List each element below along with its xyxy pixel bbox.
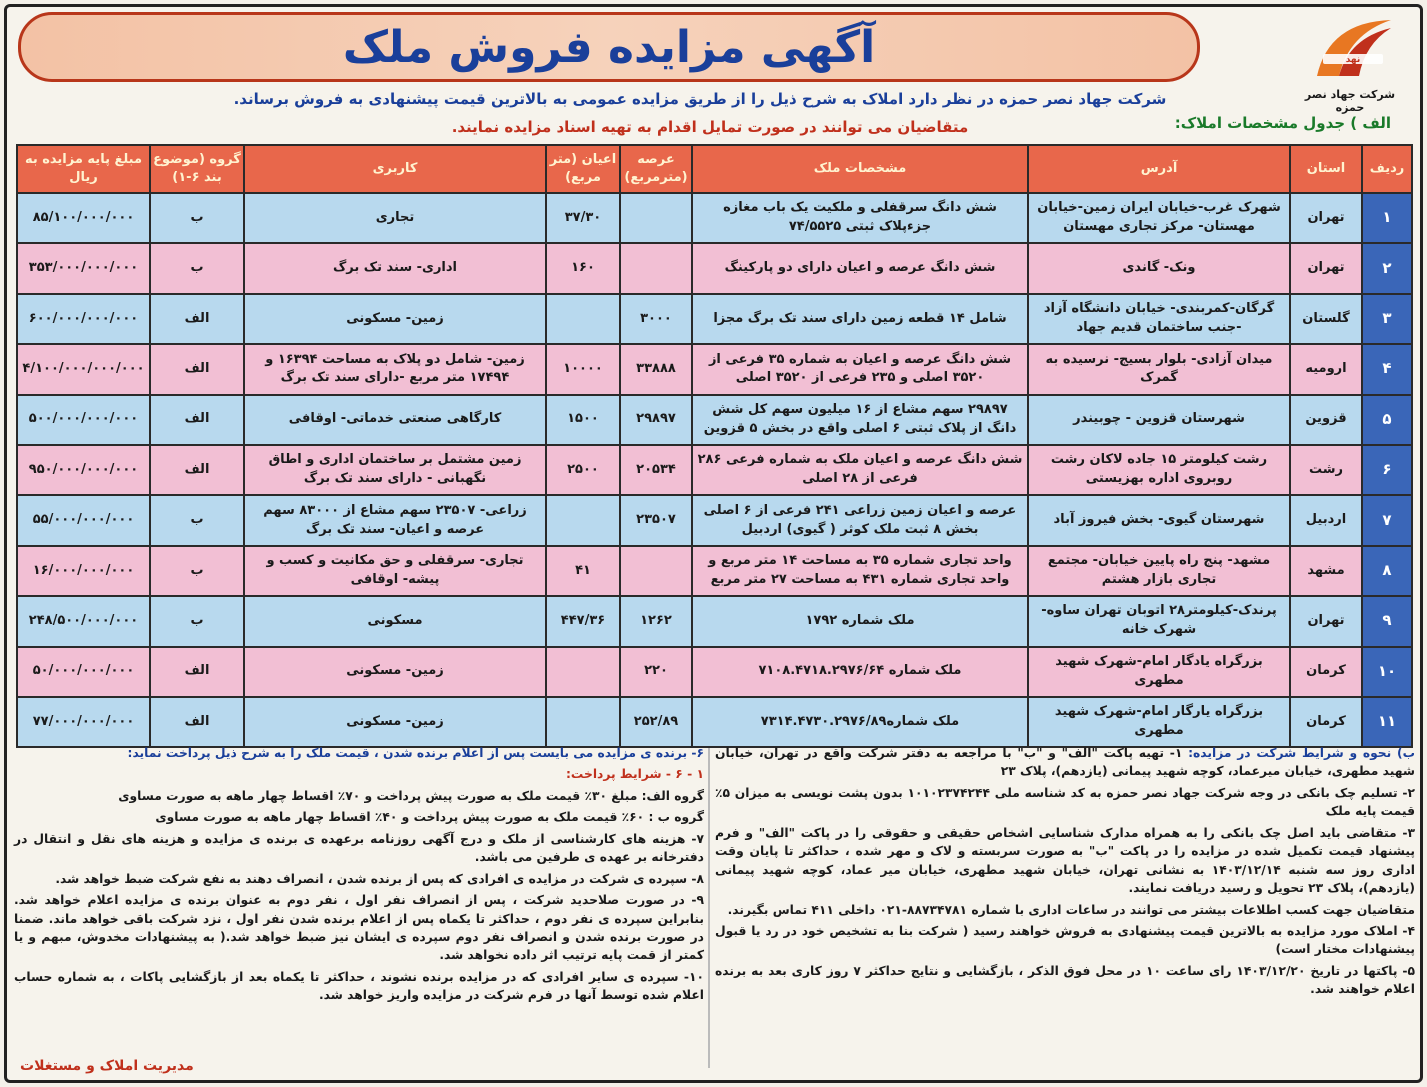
- table-row: [17, 445, 1412, 495]
- building-cell: [546, 294, 620, 344]
- condition-3: ۳- متقاضی باید اصل چک بانکی را به همراه مدارک شناسایی اشخاص حقیقی و حقوقی را در پاکت "الف" و فرم پیشنهاد قیمت تکمیل شده در مزایده را در پاکت "ب" به صورت سربسته و لاک و مهر شده ، حداکثر تا پایان وقت اداری روز سه شنبه ۱۴۰۳/۱۲/۱۴ به نشانی تهران، خیابان شهید مطهری، خیابان میر عماد، کوچه شهید پیمانی (یازدهم)، پلاک ۲۳ تحویل و رسید دریافت نمایند.: [715, 825, 1415, 896]
- province-cell: کرمان: [1290, 697, 1362, 747]
- table-header-row: [17, 145, 1412, 193]
- building-cell: ۲۵۰۰: [546, 445, 620, 495]
- building-cell: [546, 647, 620, 697]
- condition-9: ۹- در صورت صلاحدید شرکت ، پس از انصراف نفر اول ، نفر دوم به عنوان برنده ی مزایده اعلام خواهد شد. بنابراین سپرده ی نفر دوم ، حداکثر تا یکماه پس از اعلام برنده شدن نفر اول ، نزد شرکت باقی خواهد ماند. ضمنا در صورت برنده شدن و انصراف نفر دوم سپرده ی ایشان نیز ضبط خواهد شد.( به پیشنهادات مخدوش، مبهم و یا کمتر از قمت پایه ترتیب اثر داده نخواهد شد.: [14, 893, 704, 963]
- building-cell: ۱۰۰۰۰: [546, 344, 620, 394]
- specs-cell: شش دانگ عرصه و اعیان به شماره ۳۵ فرعی از ۳۵۲۰ اصلی و ۲۳۵ فرعی از ۳۵۲۰ اصلی: [692, 344, 1028, 394]
- land-cell: [620, 243, 692, 293]
- price-cell: ۹۵۰/۰۰۰/۰۰۰/۰۰۰: [17, 445, 150, 495]
- building-cell: [546, 697, 620, 747]
- condition-3b: متقاضیان جهت کسب اطلاعات بیشتر می توانند در ساعات اداری با شماره ۸۸۷۳۴۷۸۱-۰۲۱ داخلی ۴۱۱ تماس بگیرند.: [727, 902, 1415, 917]
- condition-4: ۴- املاک مورد مزایده به بالاترین قیمت پیشنهادی به فروش خواهند رسید ( شرکت بنا به تشخیص خود در رد یا قبول پیشنهادات مختار است): [715, 923, 1415, 957]
- group-cell: ب: [150, 596, 244, 646]
- table-row: [17, 243, 1412, 293]
- specs-cell: شش دانگ سرقفلی و ملکیت یک باب مغازه جزءپلاک ثبتی ۷۴/۵۵۲۵: [692, 193, 1028, 243]
- usage-cell: زمین- شامل دو پلاک به مساحت ۱۶۳۹۴ و ۱۷۴۹۴ متر مربع -دارای سند تک برگ: [244, 344, 546, 394]
- price-cell: ۷۷/۰۰۰/۰۰۰/۰۰۰: [17, 697, 150, 747]
- address-cell: مشهد- پنج راه پایین خیابان- مجتمع تجاری بازار هشتم: [1028, 546, 1290, 596]
- row-number: ۹: [1362, 596, 1412, 646]
- row-number: ۲: [1362, 243, 1412, 293]
- land-cell: [620, 193, 692, 243]
- land-cell: ۲۲۰: [620, 647, 692, 697]
- specs-cell: ملک شماره ۱۷۹۲: [692, 596, 1028, 646]
- price-cell: ۲۴۸/۵۰۰/۰۰۰/۰۰۰: [17, 596, 150, 646]
- header-province: استان: [1290, 145, 1362, 193]
- group-cell: ب: [150, 546, 244, 596]
- group-cell: ب: [150, 193, 244, 243]
- usage-cell: مسکونی: [244, 596, 546, 646]
- svg-text:نهد: نهد: [1345, 55, 1361, 65]
- conditions-left: [14, 744, 704, 1008]
- specs-cell: شامل ۱۴ قطعه زمین دارای سند تک برگ مجزا: [692, 294, 1028, 344]
- header-specs: مشخصات ملک: [692, 145, 1028, 193]
- specs-cell: ۲۹۸۹۷ سهم مشاع از ۱۶ میلیون سهم کل شش دانگ از پلاک ثبتی ۶ اصلی واقع در بخش ۵ قزوین: [692, 395, 1028, 445]
- header-address: آدرس: [1028, 145, 1290, 193]
- condition-6-1: ۱ - ۶ - شرایط پرداخت:: [566, 767, 704, 782]
- address-cell: گرگان-کمربندی- خیابان دانشگاه آزاد -جنب ساختمان قدیم جهاد: [1028, 294, 1290, 344]
- title-banner: [18, 12, 1200, 82]
- specs-cell: واحد تجاری شماره ۳۵ به مساحت ۱۴ متر مربع و واحد تجاری شماره ۴۳۱ به مساحت ۲۷ متر مربع: [692, 546, 1028, 596]
- specs-cell: ملک شماره ۷۱۰۸.۴۷۱۸.۲۹۷۶/۶۴: [692, 647, 1028, 697]
- usage-cell: زراعی- ۲۳۵۰۷ سهم مشاع از ۸۳۰۰۰ سهم عرصه و اعیان- سند تک برگ: [244, 495, 546, 545]
- usage-cell: تجاری: [244, 193, 546, 243]
- price-cell: ۱۶/۰۰۰/۰۰۰/۰۰۰: [17, 546, 150, 596]
- table-row: [17, 344, 1412, 394]
- group-cell: ب: [150, 243, 244, 293]
- intro-line-2: متقاضیان می توانند در صورت تمایل اقدام به تهیه اسناد مزایده نمایند.: [451, 118, 969, 136]
- address-cell: پرندک-کیلومتر۲۸ اتوبان تهران ساوه- شهرک خانه: [1028, 596, 1290, 646]
- group-cell: الف: [150, 445, 244, 495]
- row-number: ۱۰: [1362, 647, 1412, 697]
- province-cell: مشهد: [1290, 546, 1362, 596]
- condition-7: ۷- هزینه های کارشناسی از ملک و درج آگهی روزنامه برعهده ی برنده ی مزایده و هزینه های نقل و انتقال در دفترخانه بر عهده ی طرفین می باشد.: [14, 831, 704, 865]
- payment-group-b: گروه ب : ۶۰٪ قیمت ملک به صورت پیش پرداخت و ۴۰٪ اقساط چهار ماهه به صورت مساوی: [155, 810, 704, 825]
- usage-cell: اداری- سند تک برگ: [244, 243, 546, 293]
- land-cell: ۲۳۵۰۷: [620, 495, 692, 545]
- column-divider: [708, 748, 710, 1068]
- land-cell: ۲۹۸۹۷: [620, 395, 692, 445]
- table-row: [17, 647, 1412, 697]
- condition-5: ۵- پاکتها در تاریخ ۱۴۰۳/۱۲/۲۰ رای ساعت ۱۰ در محل فوق الذکر ، بازگشایی و نتایج حداکثر ۷ روز کاری بعد به برنده اعلام خواهند شد.: [715, 963, 1416, 997]
- conditions-heading: ب) نحوه و شرایط شرکت در مزایده:: [1188, 746, 1415, 760]
- group-cell: ب: [150, 495, 244, 545]
- province-cell: تهران: [1290, 596, 1362, 646]
- condition-8: ۸- سپرده ی شرکت در مزایده ی افرادی که پس از برنده شدن ، انصراف دهند به نفع شرکت ضبط خواهد شد.: [55, 871, 704, 886]
- table-row: [17, 596, 1412, 646]
- address-cell: ونک- گاندی: [1028, 243, 1290, 293]
- condition-2: ۲- تسلیم چک بانکی در وجه شرکت جهاد نصر حمزه به کد شناسه ملی ۱۰۱۰۲۳۷۴۲۴۴ بدون پشت نویسی به میزان ۵٪ قیمت پایه ملک: [715, 785, 1415, 819]
- group-cell: الف: [150, 294, 244, 344]
- province-cell: اردبیل: [1290, 495, 1362, 545]
- building-cell: ۴۱: [546, 546, 620, 596]
- row-number: ۱۱: [1362, 697, 1412, 747]
- company-caption: شرکت جهاد نصر حمزه: [1304, 88, 1396, 114]
- header-group: گروه (موضوع بند ۶-۱): [150, 145, 244, 193]
- property-table: [16, 144, 1413, 748]
- land-cell: ۲۵۲/۸۹: [620, 697, 692, 747]
- address-cell: بزرگراه یارگار امام-شهرک شهید مطهری: [1028, 697, 1290, 747]
- row-number: ۳: [1362, 294, 1412, 344]
- intro-line: شرکت جهاد نصر حمزه در نظر دارد املاک به شرح ذیل را از طریق مزایده عمومی به بالاترین قیمت پیشنهادی به فروش برساند.: [233, 90, 1167, 108]
- price-cell: ۴/۱۰۰/۰۰۰/۰۰۰/۰۰۰: [17, 344, 150, 394]
- specs-cell: شش دانگ عرصه و اعیان دارای دو پارکینگ: [692, 243, 1028, 293]
- usage-cell: کارگاهی صنعتی خدماتی- اوقافی: [244, 395, 546, 445]
- header-row-number: ردیف: [1362, 145, 1412, 193]
- row-number: ۵: [1362, 395, 1412, 445]
- header-building: اعیان (متر مربع): [546, 145, 620, 193]
- payment-group-a: گروه الف: مبلغ ۳۰٪ قیمت ملک به صورت پیش پرداخت و ۷۰٪ اقساط چهار ماهه به صورت مساوی: [118, 788, 704, 803]
- group-cell: الف: [150, 647, 244, 697]
- land-cell: ۲۰۵۳۴: [620, 445, 692, 495]
- building-cell: [546, 495, 620, 545]
- table-row: [17, 495, 1412, 545]
- row-number: ۷: [1362, 495, 1412, 545]
- group-cell: الف: [150, 395, 244, 445]
- land-cell: ۳۰۰۰: [620, 294, 692, 344]
- table-row: [17, 193, 1412, 243]
- address-cell: بزرگراه یادگار امام-شهرک شهید مطهری: [1028, 647, 1290, 697]
- table-row: [17, 294, 1412, 344]
- row-number: ۱: [1362, 193, 1412, 243]
- province-cell: قزوین: [1290, 395, 1362, 445]
- land-cell: ۱۲۶۲: [620, 596, 692, 646]
- page-title: آگهی مزایده فروش ملک: [342, 21, 876, 73]
- row-number: ۴: [1362, 344, 1412, 394]
- signature-text: مدیریت املاک و مستغلات: [20, 1058, 194, 1074]
- specs-cell: عرصه و اعیان زمین زراعی ۲۴۱ فرعی از ۶ اصلی بخش ۸ ثبت ملک کوثر ( گیوی) اردبیل: [692, 495, 1028, 545]
- land-cell: [620, 546, 692, 596]
- province-cell: گلستان: [1290, 294, 1362, 344]
- condition-6: ۶- برنده ی مزایده می بایست پس از اعلام برنده شدن ، قیمت ملک را به شرح ذیل پرداخت نماید:: [127, 746, 704, 760]
- section-a-heading: الف ) جدول مشخصات املاک:: [1174, 114, 1391, 132]
- usage-cell: زمین مشتمل بر ساختمان اداری و اطاق نگهبانی - دارای سند تک برگ: [244, 445, 546, 495]
- province-cell: تهران: [1290, 193, 1362, 243]
- row-number: ۶: [1362, 445, 1412, 495]
- building-cell: ۱۶۰: [546, 243, 620, 293]
- table-row: [17, 395, 1412, 445]
- building-cell: ۱۵۰۰: [546, 395, 620, 445]
- address-cell: میدان آزادی- بلوار بسیج- نرسیده به گمرک: [1028, 344, 1290, 394]
- building-cell: ۴۴۷/۳۶: [546, 596, 620, 646]
- table-row: [17, 697, 1412, 747]
- company-logo-icon: [1309, 14, 1399, 86]
- specs-cell: ملک شماره۷۳۱۴.۴۷۳۰.۲۹۷۶/۸۹: [692, 697, 1028, 747]
- condition-10: ۱۰- سپرده ی سایر افرادی که در مزایده برنده نشوند ، حداکثر تا یکماه بعد از بازگشایی پاکات ، به شماره حساب اعلام شده توسط آنها در فرم شرکت در مزایده واریز خواهد شد.: [14, 969, 704, 1003]
- address-cell: شهرک غرب-خیابان ایران زمین-خیابان مهستان- مرکز تجاری مهستان: [1028, 193, 1290, 243]
- condition-1: ۱- تهیه پاکت "الف" و "ب" با مراجعه به دفتر شرکت واقع در تهران، خیابان شهید مطهری، خیابان میرعماد، کوچه شهید پیمانی (یازدهم)، پلاک ۲۳: [715, 746, 1415, 779]
- address-cell: رشت کیلومتر ۱۵ جاده لاکان رشت روبروی اداره بهزیستی: [1028, 445, 1290, 495]
- header-usage: کاربری: [244, 145, 546, 193]
- row-number: ۸: [1362, 546, 1412, 596]
- address-cell: شهرستان قزوین - چوبیندر: [1028, 395, 1290, 445]
- usage-cell: زمین- مسکونی: [244, 697, 546, 747]
- province-cell: ارومیه: [1290, 344, 1362, 394]
- header-land: عرصه (مترمربع): [620, 145, 692, 193]
- land-cell: ۳۳۸۸۸: [620, 344, 692, 394]
- group-cell: الف: [150, 344, 244, 394]
- province-cell: تهران: [1290, 243, 1362, 293]
- price-cell: ۵۵/۰۰۰/۰۰۰/۰۰۰: [17, 495, 150, 545]
- price-cell: ۳۵۳/۰۰۰/۰۰۰/۰۰۰: [17, 243, 150, 293]
- price-cell: ۶۰۰/۰۰۰/۰۰۰/۰۰۰: [17, 294, 150, 344]
- building-cell: ۳۷/۳۰: [546, 193, 620, 243]
- table-row: [17, 546, 1412, 596]
- province-cell: کرمان: [1290, 647, 1362, 697]
- usage-cell: زمین- مسکونی: [244, 294, 546, 344]
- address-cell: شهرستان گیوی- بخش فیروز آباد: [1028, 495, 1290, 545]
- usage-cell: تجاری- سرقفلی و حق مکانیت و کسب و پیشه- اوقافی: [244, 546, 546, 596]
- price-cell: ۵۰/۰۰۰/۰۰۰/۰۰۰: [17, 647, 150, 697]
- price-cell: ۸۵/۱۰۰/۰۰۰/۰۰۰: [17, 193, 150, 243]
- price-cell: ۵۰۰/۰۰۰/۰۰۰/۰۰۰: [17, 395, 150, 445]
- conditions-right: [715, 744, 1415, 1002]
- group-cell: الف: [150, 697, 244, 747]
- usage-cell: زمین- مسکونی: [244, 647, 546, 697]
- specs-cell: شش دانگ عرصه و اعیان ملک به شماره فرعی ۲۸۶ فرعی از ۲۸ اصلی: [692, 445, 1028, 495]
- header-price: مبلغ پایه مزایده به ریال: [17, 145, 150, 193]
- province-cell: رشت: [1290, 445, 1362, 495]
